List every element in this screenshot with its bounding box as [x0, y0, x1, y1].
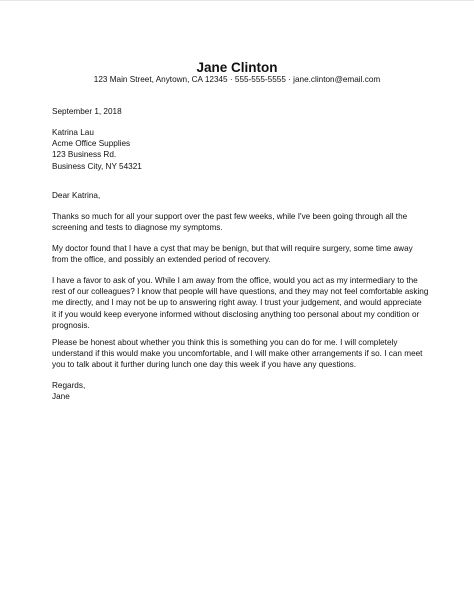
paragraph-line: Thanks so much for all your support over the past few weeks, while I've been going through all the [52, 212, 408, 221]
sender-name: Jane Clinton [196, 60, 278, 75]
paragraph-line: understand if this would make you uncomfortable, and I will make other arrangements if so. I can meet [52, 349, 423, 359]
body-paragraph-4 [52, 337, 442, 371]
paragraph-line: you to talk about it further during lunch one day this week if you have any questions. [52, 360, 357, 370]
recipient-name: Katrina Lau [52, 128, 94, 137]
closing-phrase: Regards, [52, 381, 86, 390]
body-paragraph-2 [52, 243, 442, 265]
paragraph-line: screening and tests to diagnose my symptoms. [52, 223, 223, 233]
recipient-company: Acme Office Supplies [52, 139, 131, 149]
paragraph-line: My doctor found that I have a cyst that may be benign, but that will require surgery, some time away [52, 244, 413, 253]
paragraph-line: prognosis. [52, 320, 90, 330]
body-paragraph-3 [52, 275, 442, 331]
paragraph-line: from the office, and possibly an extended period of recovery. [52, 255, 271, 265]
body-paragraph-1 [52, 211, 442, 233]
sender-contact-line: 123 Main Street, Anytown, CA 12345 · 555-555-5555 · jane.clinton@email.com [93, 75, 381, 84]
paragraph-line: rest of our colleagues? I know that people will have questions, and they may not feel comfortable asking [52, 287, 429, 297]
paragraph-line: Please be honest about whether you think this is something you can do for me. I will completely [52, 338, 398, 347]
recipient-address [52, 127, 442, 172]
letter-closing [52, 380, 442, 402]
salutation: Dear Katrina, [52, 191, 101, 200]
signature-name: Jane [52, 392, 70, 402]
recipient-street: 123 Business Rd. [52, 150, 117, 160]
paragraph-line: me directly, and I may not be up to answering right away. I trust your judgement, and would appreciate [52, 298, 422, 308]
letter-date: September 1, 2018 [52, 107, 122, 116]
recipient-city: Business City, NY 54321 [52, 161, 142, 171]
paragraph-line: I have a favor to ask of you. While I am away from the office, would you act as my intermediary to the [52, 276, 418, 285]
paragraph-line: it if you would keep everyone informed without disclosing anything too personal about my condition or [52, 309, 420, 319]
